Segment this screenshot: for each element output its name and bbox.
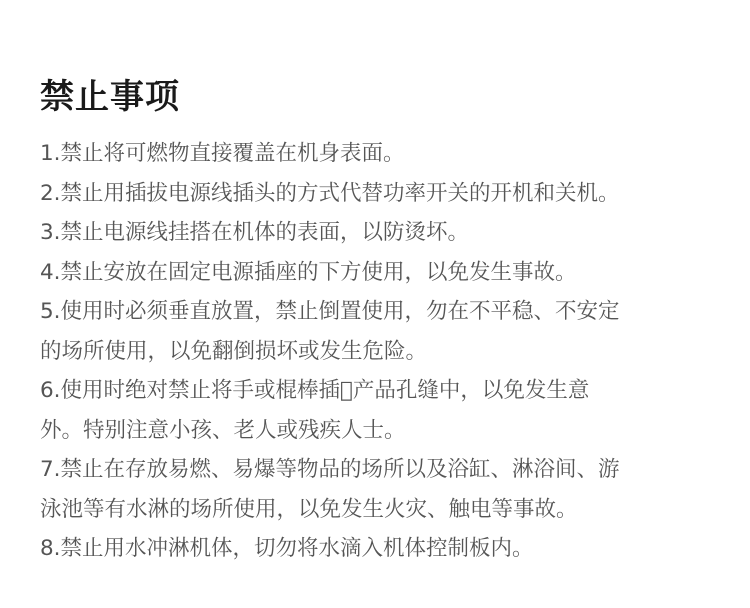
rule-8-line-1: 8.禁止用水冲淋机体，切勿将水滴入机体控制板内。	[40, 536, 534, 561]
rule-7-line-2: 泳池等有水淋的场所使用，以免发生火灾、触电等事故。	[40, 496, 578, 522]
page-title: 禁止事项	[40, 77, 180, 117]
rule-5-line-2: 的场所使用，以免翻倒损坏或发生危险。	[40, 338, 428, 364]
rule-7-line-1: 7.禁止在存放易燃、易爆等物品的场所以及浴缸、淋浴间、游	[40, 457, 620, 482]
rule-2-line-1: 2.禁止用插拔电源线插头的方式代替功率开关的开机和关机。	[40, 180, 620, 206]
rule-1-line-1: 1.禁止将可燃物直接覆盖在机身表面。	[40, 141, 405, 166]
rule-3-line-1: 3.禁止电源线挂搭在机体的表面，以防烫坏。	[40, 220, 470, 245]
rule-5-line-1: 5.使用时必须垂直放置，禁止倒置使用，勿在不平稳、不安定	[40, 299, 620, 324]
rule-6-line-2: 外。特别注意小孩、老人或残疾人士。	[40, 417, 406, 443]
prohibition-list	[40, 134, 720, 569]
rule-4-line-1: 4.禁止安放在固定电源插座的下方使用，以免发生事故。	[40, 259, 577, 285]
rule-6-line-1: 6.使用时绝对禁止将手或棍棒插􏰀产品孔缝中，以免发生意	[40, 378, 590, 403]
